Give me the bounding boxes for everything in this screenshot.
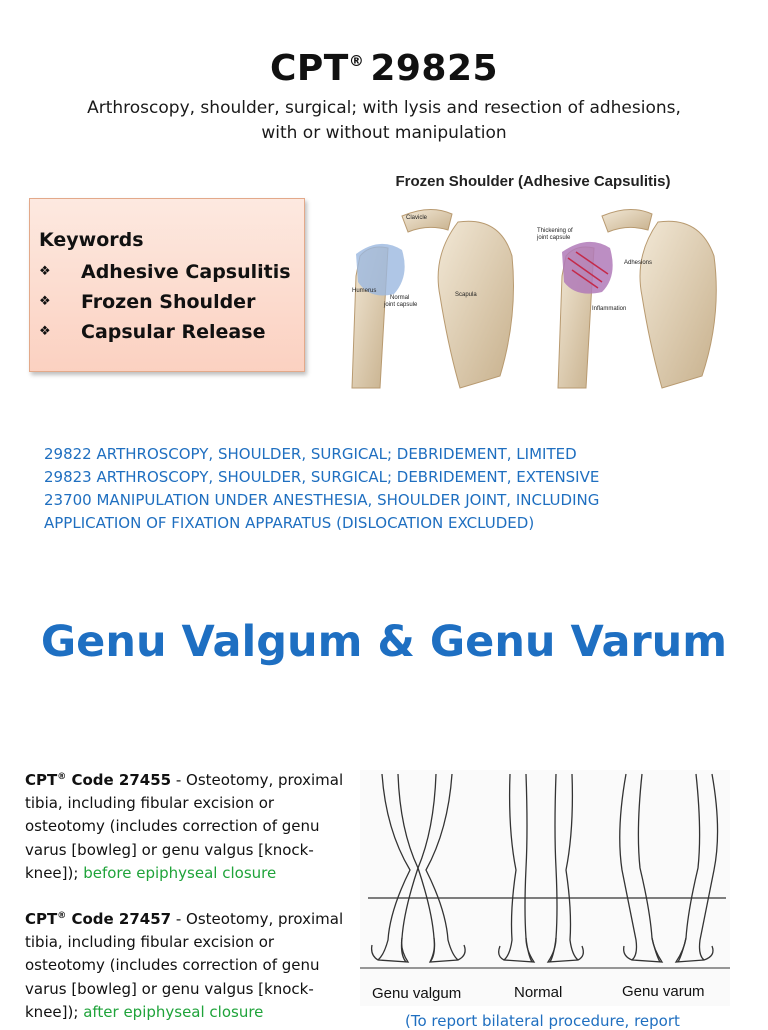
keyword-label: Frozen Shoulder <box>81 291 256 313</box>
subtitle-line-2: with or without manipulation <box>261 123 507 143</box>
scapula-label: Scapula <box>455 292 477 298</box>
code-description: - Osteotomy, proximal tibia, including fibular excision or osteotomy (includes correction of genu varus [bowleg] or genu valgus [knock-knee]); <box>25 910 344 1021</box>
legs-illustration <box>360 770 730 1006</box>
code-description: - Osteotomy, proximal tibia, including fibular excision or osteotomy (includes correction of genu varus [bowleg] or genu valgus [knock-knee]); <box>25 771 344 882</box>
cpt-code-block <box>25 766 345 885</box>
humerus-label: Humerus <box>352 288 377 294</box>
keyword-item <box>39 257 304 287</box>
adhesions-label: Adhesions <box>624 260 653 266</box>
closure-note: before epiphyseal closure <box>83 863 277 882</box>
code-heading <box>25 910 171 928</box>
shoulder-figure-title: Frozen Shoulder (Adhesive Capsulitis) <box>395 173 671 190</box>
registered-mark: ® <box>348 52 365 70</box>
keyword-item <box>39 317 304 347</box>
keyword-label: Capsular Release <box>81 321 266 343</box>
registered-mark: ® <box>57 772 67 782</box>
diamond-bullet-icon: ❖ <box>39 324 51 339</box>
keywords-heading: Keywords <box>39 229 144 251</box>
inflammation-label: Inflammation <box>592 306 627 312</box>
closure-note: after epiphyseal closure <box>83 1002 264 1021</box>
code-number: Code 27455 <box>66 771 172 789</box>
frozen-shoulder-drawing <box>536 209 716 388</box>
title-prefix: CPT <box>269 48 349 89</box>
diamond-bullet-icon: ❖ <box>39 294 51 309</box>
related-code-line: 29823 ARTHROSCOPY, SHOULDER, SURGICAL; DEBRIDEMENT, EXTENSIVE <box>44 468 600 486</box>
clavicle-label: Clavicle <box>406 215 428 221</box>
subtitle-line-1: Arthroscopy, shoulder, surgical; with lysis and resection of adhesions, <box>87 98 681 118</box>
code-label: CPT <box>25 910 58 928</box>
related-codes-list <box>44 443 744 535</box>
code-label: CPT <box>25 771 58 789</box>
cpt-code-block <box>25 905 345 1024</box>
bilateral-footnote: (To report bilateral procedure, report <box>405 1012 680 1030</box>
section-title: Genu Valgum & Genu Varum <box>40 617 728 667</box>
genu-valgum-caption: Genu valgum <box>372 985 462 1002</box>
normal-shoulder-drawing <box>352 209 514 388</box>
registered-mark: ® <box>57 911 67 921</box>
thickening-label: Thickening of joint capsule <box>537 228 573 241</box>
keywords-box <box>29 198 305 372</box>
keyword-item <box>39 287 304 317</box>
related-code-line: APPLICATION OF FIXATION APPARATUS (DISLOCATION EXCLUDED) <box>44 514 535 532</box>
genu-varum-caption: Genu varum <box>622 983 705 1000</box>
related-code-line: 29822 ARTHROSCOPY, SHOULDER, SURGICAL; DEBRIDEMENT, LIMITED <box>44 445 577 463</box>
diamond-bullet-icon: ❖ <box>39 264 51 279</box>
keyword-label: Adhesive Capsulitis <box>81 261 291 283</box>
shoulder-illustration <box>340 196 726 390</box>
normal-capsule-label: Normal joint capsule <box>384 295 418 308</box>
subtitle <box>60 96 708 146</box>
related-code-line: 23700 MANIPULATION UNDER ANESTHESIA, SHOULDER JOINT, INCLUDING <box>44 491 600 509</box>
title-code: 29825 <box>370 48 499 89</box>
code-number: Code 27457 <box>66 910 172 928</box>
code-heading <box>25 771 171 789</box>
page-title <box>0 48 768 89</box>
normal-caption: Normal <box>514 984 563 1001</box>
